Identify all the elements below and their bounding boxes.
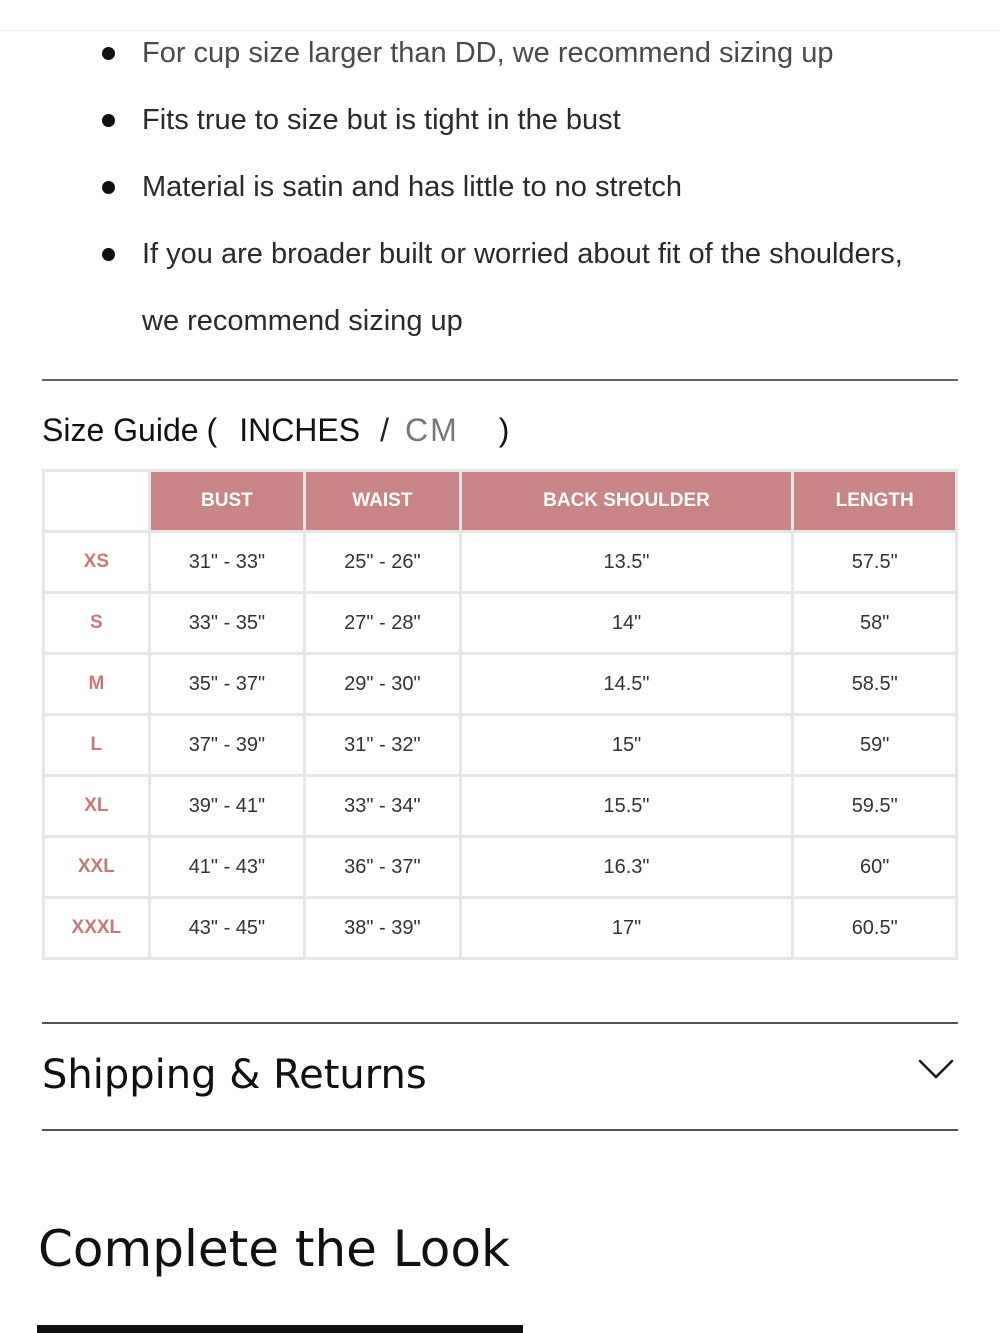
table-row bbox=[45, 838, 955, 896]
back-shoulder-cell: 14.5" bbox=[462, 655, 792, 713]
size-label: XL bbox=[45, 777, 148, 835]
fit-note-text: Material is satin and has little to no stretch bbox=[142, 171, 682, 203]
waist-cell: 25" - 26" bbox=[306, 533, 458, 591]
table-row bbox=[45, 716, 955, 774]
waist-cell: 29" - 30" bbox=[306, 655, 458, 713]
column-header-back-shoulder: BACK SHOULDER bbox=[462, 472, 792, 530]
back-shoulder-cell: 15.5" bbox=[462, 777, 792, 835]
back-shoulder-cell: 13.5" bbox=[462, 533, 792, 591]
waist-cell: 27" - 28" bbox=[306, 594, 458, 652]
table-row bbox=[45, 594, 955, 652]
bullet-icon bbox=[102, 47, 115, 60]
length-cell: 59" bbox=[794, 716, 955, 774]
table-corner-cell bbox=[45, 472, 148, 530]
bullet-icon bbox=[102, 181, 115, 194]
unit-separator: / bbox=[380, 411, 389, 448]
size-guide-table bbox=[42, 469, 958, 960]
bullet-icon bbox=[102, 114, 115, 127]
bust-cell: 35" - 37" bbox=[151, 655, 303, 713]
paren-open: ( bbox=[206, 411, 218, 448]
bullet-icon bbox=[102, 248, 115, 261]
table-row bbox=[45, 655, 955, 713]
shipping-returns-title: Shipping & Returns bbox=[42, 1052, 427, 1098]
fit-note-text: Fits true to size but is tight in the bust bbox=[142, 104, 621, 136]
size-label: XXL bbox=[45, 838, 148, 896]
size-label: M bbox=[45, 655, 148, 713]
waist-cell: 33" - 34" bbox=[306, 777, 458, 835]
fit-note-item bbox=[142, 221, 942, 355]
fit-note-item bbox=[142, 87, 942, 154]
complete-the-look-title: Complete the Look bbox=[38, 1220, 510, 1278]
back-shoulder-cell: 17" bbox=[462, 899, 792, 957]
waist-cell: 36" - 37" bbox=[306, 838, 458, 896]
length-cell: 59.5" bbox=[794, 777, 955, 835]
table-row bbox=[45, 777, 955, 835]
fit-note-text: If you are broader built or worried about fit of the shoulders, we recommend sizing up bbox=[142, 238, 903, 337]
bust-cell: 33" - 35" bbox=[151, 594, 303, 652]
fit-note-item bbox=[142, 20, 942, 87]
bust-cell: 39" - 41" bbox=[151, 777, 303, 835]
bust-cell: 41" - 43" bbox=[151, 838, 303, 896]
back-shoulder-cell: 15" bbox=[462, 716, 792, 774]
table-row bbox=[45, 899, 955, 957]
length-cell: 58.5" bbox=[794, 655, 955, 713]
waist-cell: 31" - 32" bbox=[306, 716, 458, 774]
chevron-down-icon[interactable] bbox=[918, 1058, 954, 1080]
column-header-waist: WAIST bbox=[306, 472, 458, 530]
size-label: S bbox=[45, 594, 148, 652]
size-label: L bbox=[45, 716, 148, 774]
length-cell: 60.5" bbox=[794, 899, 955, 957]
size-guide-heading bbox=[42, 404, 509, 456]
fit-note-item bbox=[142, 154, 942, 221]
paren-close: ) bbox=[498, 411, 510, 448]
bust-cell: 31" - 33" bbox=[151, 533, 303, 591]
size-guide-label: Size Guide bbox=[42, 411, 199, 448]
shipping-returns-accordion[interactable] bbox=[42, 1024, 958, 1129]
size-label: XXXL bbox=[45, 899, 148, 957]
waist-cell: 38" - 39" bbox=[306, 899, 458, 957]
table-row bbox=[45, 533, 955, 591]
section-divider bbox=[42, 379, 958, 381]
complete-the-look-underline bbox=[37, 1325, 523, 1333]
column-header-bust: BUST bbox=[151, 472, 303, 530]
column-header-length: LENGTH bbox=[794, 472, 955, 530]
bust-cell: 37" - 39" bbox=[151, 716, 303, 774]
size-label: XS bbox=[45, 533, 148, 591]
back-shoulder-cell: 16.3" bbox=[462, 838, 792, 896]
table-header-row bbox=[45, 472, 955, 530]
back-shoulder-cell: 14" bbox=[462, 594, 792, 652]
length-cell: 57.5" bbox=[794, 533, 955, 591]
unit-toggle-cm[interactable]: CM bbox=[404, 411, 459, 448]
length-cell: 60" bbox=[794, 838, 955, 896]
bust-cell: 43" - 45" bbox=[151, 899, 303, 957]
length-cell: 58" bbox=[794, 594, 955, 652]
section-divider bbox=[42, 1129, 958, 1131]
fit-note-text: For cup size larger than DD, we recommend sizing up bbox=[142, 37, 834, 69]
unit-toggle-inches[interactable]: INCHES bbox=[239, 411, 361, 448]
